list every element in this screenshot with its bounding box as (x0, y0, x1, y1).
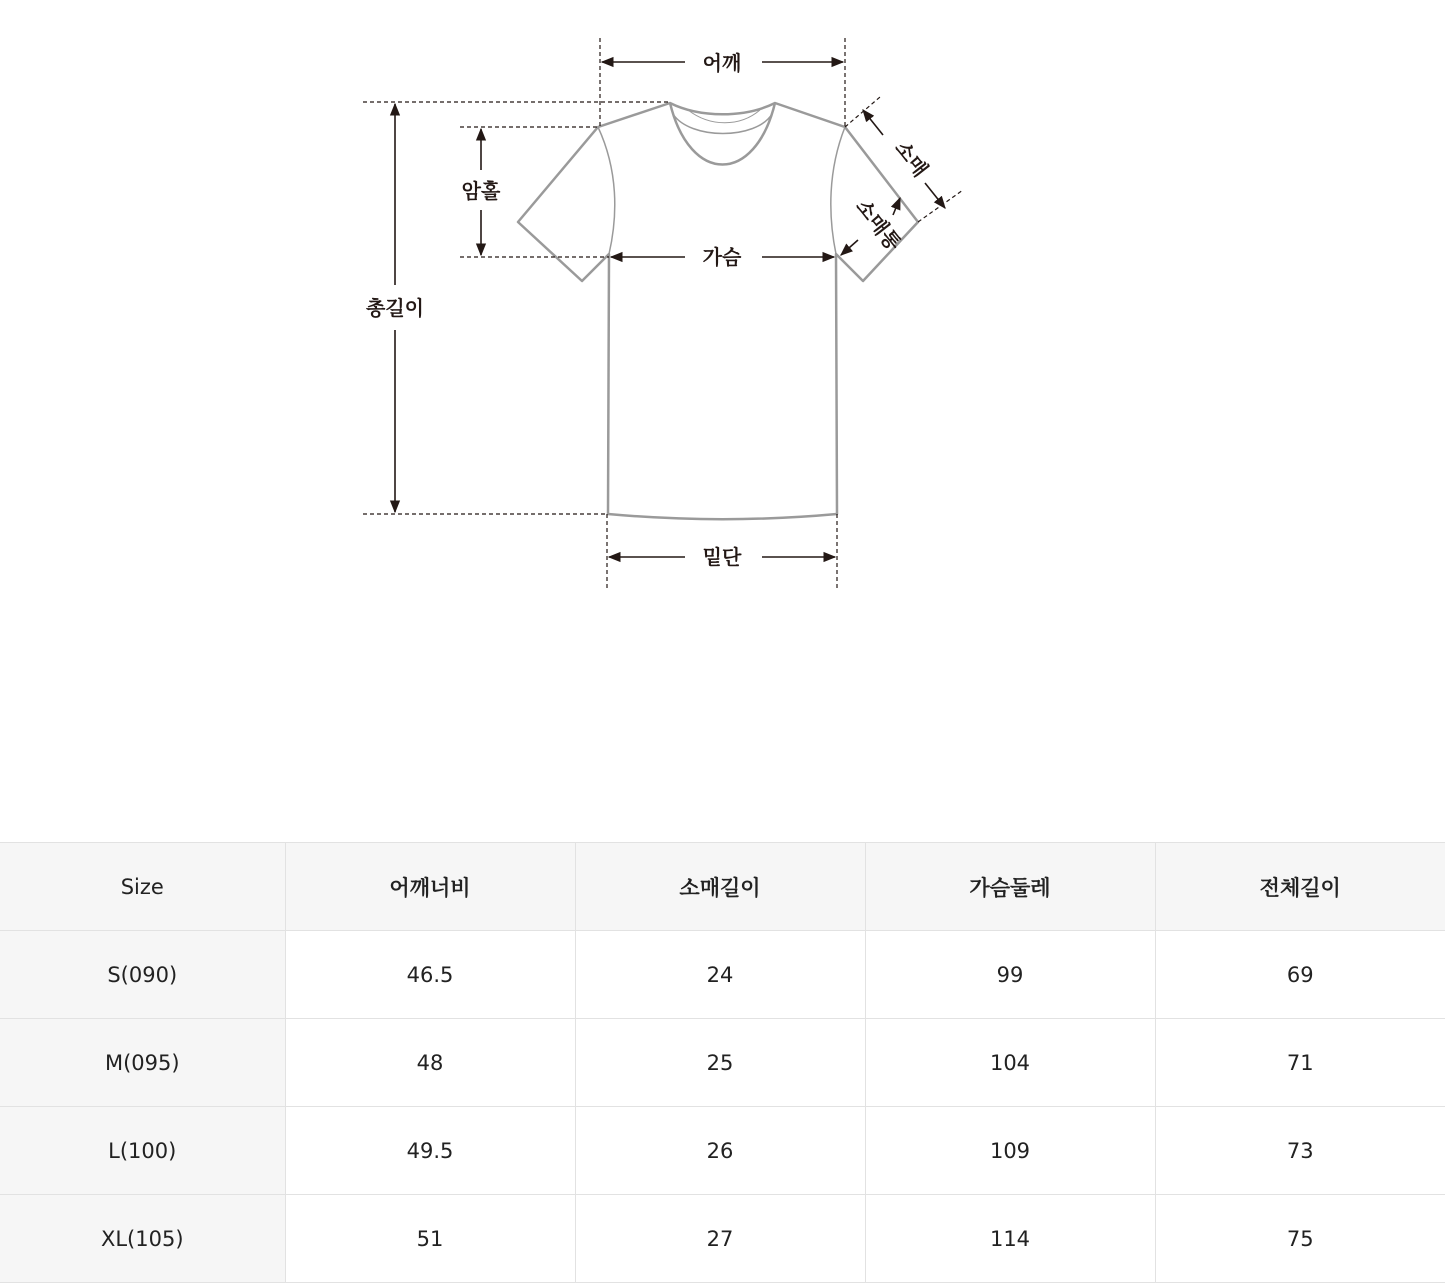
label-chest: 가슴 (702, 245, 742, 269)
measurement-arrows (395, 62, 945, 557)
header-chest: 가슴둘레 (865, 843, 1155, 931)
table-row (0, 1195, 1445, 1283)
total-length-cell: 75 (1155, 1195, 1445, 1283)
header-total-length: 전체길이 (1155, 843, 1445, 931)
shoulder-width-cell: 46.5 (285, 931, 575, 1019)
sleeve-length-cell: 26 (575, 1107, 865, 1195)
label-shoulder: 어깨 (702, 51, 742, 75)
label-sleeve: 소매 (890, 136, 933, 182)
total-length-cell: 73 (1155, 1107, 1445, 1195)
sleeve-length-cell: 27 (575, 1195, 865, 1283)
sleeve-width-arrow-top (893, 198, 900, 215)
shoulder-width-cell: 48 (285, 1019, 575, 1107)
chest-cell: 109 (865, 1107, 1155, 1195)
header-size: Size (0, 843, 285, 931)
chest-cell: 99 (865, 931, 1155, 1019)
header-shoulder-width: 어깨너비 (285, 843, 575, 931)
shoulder-width-cell: 49.5 (285, 1107, 575, 1195)
table-row (0, 1019, 1445, 1107)
size-table (0, 842, 1445, 1283)
label-hem: 밑단 (702, 545, 742, 569)
sleeve-width-arrow-bottom (841, 240, 858, 255)
table-row (0, 1107, 1445, 1195)
sleeve-length-cell: 24 (575, 931, 865, 1019)
tshirt-size-diagram (0, 0, 1445, 640)
guide-lines (363, 38, 963, 590)
total-length-cell: 71 (1155, 1019, 1445, 1107)
label-armhole: 암홀 (461, 179, 501, 203)
size-cell: XL(105) (0, 1195, 285, 1283)
shoulder-width-cell: 51 (285, 1195, 575, 1283)
label-total-length: 총길이 (366, 296, 424, 320)
chest-cell: 114 (865, 1195, 1155, 1283)
table-header-row (0, 843, 1445, 931)
label-sleeve-width: 소매통 (851, 194, 906, 255)
chest-cell: 104 (865, 1019, 1155, 1107)
sleeve-arrow-bottom (925, 183, 945, 208)
header-sleeve-length: 소매길이 (575, 843, 865, 931)
size-cell: S(090) (0, 931, 285, 1019)
sleeve-arrow-top (863, 110, 883, 135)
table-row (0, 931, 1445, 1019)
size-cell: M(095) (0, 1019, 285, 1107)
total-length-cell: 69 (1155, 931, 1445, 1019)
size-cell: L(100) (0, 1107, 285, 1195)
sleeve-length-cell: 25 (575, 1019, 865, 1107)
tshirt-outline (518, 103, 918, 519)
